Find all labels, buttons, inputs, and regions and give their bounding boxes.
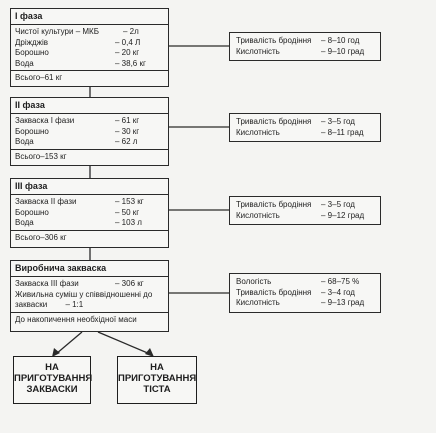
row-value: – 30 кг xyxy=(115,126,140,136)
param-name: Кислотність xyxy=(236,298,280,307)
output-starter-line: НА xyxy=(45,362,59,373)
row-name: Вода xyxy=(15,58,34,68)
param-row xyxy=(236,128,374,139)
production-starter-row xyxy=(15,290,164,311)
param-name: Тривалість бродіння xyxy=(236,200,312,209)
production-starter-total: До накопичення необхідної маси xyxy=(11,312,168,326)
row-value: – 62 л xyxy=(115,137,138,147)
phase-2-total: Всього–153 кг xyxy=(11,149,168,163)
row-name: Вода xyxy=(15,137,34,147)
row-name: Закваска ІІ фази xyxy=(15,197,77,206)
output-dough-box xyxy=(117,356,197,404)
param-name: Кислотність xyxy=(236,127,280,137)
param-row xyxy=(236,200,374,211)
production-starter-box xyxy=(10,260,169,332)
phase-2-box xyxy=(10,97,169,166)
param-row xyxy=(236,288,374,299)
param-name: Кислотність xyxy=(236,210,280,220)
row-value: – 50 кг xyxy=(115,207,140,217)
param-value: – 3–5 год xyxy=(321,200,355,209)
param-value: – 3–5 год xyxy=(321,117,355,126)
production-params-box xyxy=(229,273,381,313)
phase-1-total: Всього–61 кг xyxy=(11,70,168,84)
param-name: Тривалість бродіння xyxy=(236,287,312,297)
production-starter-row xyxy=(15,279,164,290)
row-value: – 20 кг xyxy=(115,48,140,58)
row-name: Живильна суміш у співвідношенні до закваски xyxy=(15,289,153,310)
phase-1-row xyxy=(15,48,164,59)
phase-2-params-box xyxy=(229,113,381,142)
param-row xyxy=(236,47,374,58)
param-row xyxy=(236,117,374,128)
row-value: – 103 л xyxy=(115,218,142,228)
param-value: – 9–10 град xyxy=(321,46,365,56)
output-dough-line: НА xyxy=(150,362,164,373)
phase-2-row xyxy=(15,137,164,148)
phase-1-row xyxy=(15,27,164,38)
phase-1-row xyxy=(15,59,164,70)
phase-2-title: ІІ фаза xyxy=(11,98,168,114)
phase-2-row xyxy=(15,116,164,127)
param-row xyxy=(236,298,374,309)
phase-3-row xyxy=(15,218,164,229)
arrow-to-dough-line xyxy=(98,332,150,354)
param-value: – 3–4 год xyxy=(321,287,355,297)
param-value: – 8–10 год xyxy=(321,36,360,45)
phase-1-title: І фаза xyxy=(11,9,168,25)
output-starter-line: ПРИГОТУВАННЯ xyxy=(14,373,93,384)
phase-1-params-box xyxy=(229,32,381,61)
phase-2-row xyxy=(15,127,164,138)
row-value: – 306 кг xyxy=(115,279,144,288)
param-value: – 8–11 град xyxy=(321,127,364,137)
phase-3-total: Всього–306 кг xyxy=(11,230,168,244)
output-dough-line: ПРИГОТУВАННЯ xyxy=(118,373,197,384)
phase-1-row xyxy=(15,38,164,49)
row-value: – 38,6 кг xyxy=(115,58,146,68)
param-name: Тривалість бродіння xyxy=(236,117,312,126)
param-name: Тривалість бродіння xyxy=(236,36,312,45)
row-name: Борошно xyxy=(15,207,49,217)
phase-3-box xyxy=(10,178,169,248)
param-value: – 9–12 град xyxy=(321,210,365,220)
phase-3-params-box xyxy=(229,196,381,225)
row-value: – 61 кг xyxy=(115,116,140,125)
param-name: Кислотність xyxy=(236,46,280,56)
row-name: Закваска ІІІ фази xyxy=(15,279,79,288)
param-value: – 9–13 град xyxy=(321,298,365,307)
param-row xyxy=(236,211,374,222)
param-value: – 68–75 % xyxy=(321,277,360,286)
phase-3-row xyxy=(15,208,164,219)
param-name: Вологість xyxy=(236,277,272,286)
row-value: – 1:1 xyxy=(65,300,84,310)
row-name: Чистої культури – МКБ xyxy=(15,27,99,36)
row-name: Дріжджів xyxy=(15,37,49,47)
phase-3-title: ІІІ фаза xyxy=(11,179,168,195)
arrow-to-starter-line xyxy=(56,332,82,354)
phase-3-row xyxy=(15,197,164,208)
param-row xyxy=(236,277,374,288)
row-name: Закваска І фази xyxy=(15,116,75,125)
row-name: Вода xyxy=(15,218,34,228)
row-value: – 2л xyxy=(123,27,139,36)
output-starter-line: ЗАКВАСКИ xyxy=(26,384,78,395)
row-value: – 0,4 Л xyxy=(115,37,141,47)
row-name: Борошно xyxy=(15,126,49,136)
row-value: – 153 кг xyxy=(115,197,144,206)
output-starter-box xyxy=(13,356,91,404)
phase-1-box xyxy=(10,8,169,87)
param-row xyxy=(236,36,374,47)
row-name: Борошно xyxy=(15,48,49,58)
production-starter-title: Виробнича закваска xyxy=(11,261,168,277)
output-dough-line: ТІСТА xyxy=(143,384,171,395)
